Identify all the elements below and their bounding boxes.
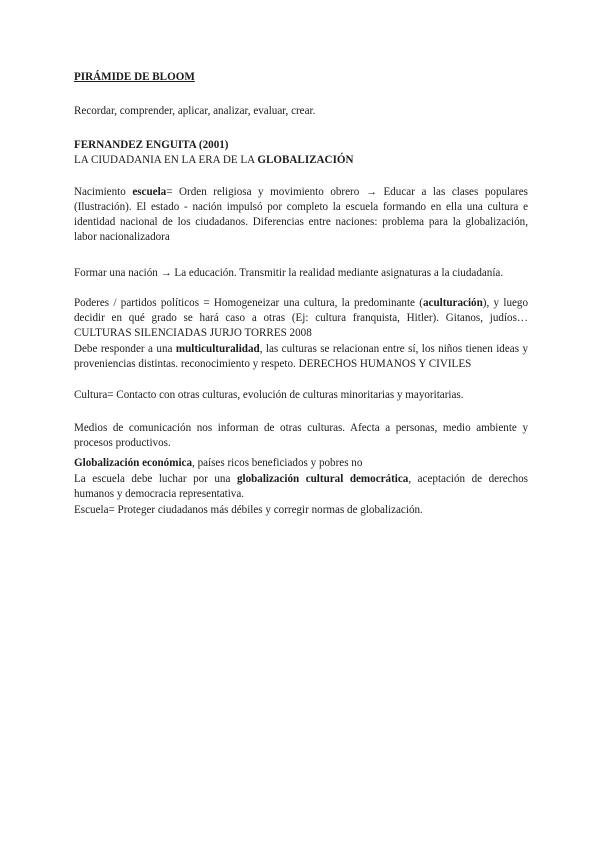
paragraph-medios: Medios de comunicación nos informan de otras culturas. Afecta a personas, medio ambiente y procesos productivos. bbox=[74, 422, 528, 449]
heading-bloom bbox=[74, 70, 528, 85]
p1-text-a: Nacimiento bbox=[74, 186, 133, 198]
p7-text-b: , países ricos beneficiados y pobres no bbox=[192, 457, 363, 469]
paragraph-multiculturalidad bbox=[74, 342, 528, 372]
paragraph-globalizacion-economica bbox=[74, 456, 528, 471]
p3-text-bold: aculturación bbox=[422, 297, 483, 309]
p4-text-a: Debe responder a una bbox=[74, 343, 176, 355]
paragraph-poderes bbox=[74, 296, 528, 341]
p1-text-bold: escuela bbox=[132, 186, 167, 198]
paragraph-escuela-proteger: Escuela= Proteger ciudadanos más débiles y corregir normas de globalización. bbox=[74, 504, 423, 516]
author-heading bbox=[74, 138, 528, 153]
bloom-levels-line: Recordar, comprender, aplicar, analizar, evaluar, crear. bbox=[74, 105, 316, 117]
paragraph-cultura: Cultura= Contacto con otras culturas, evolución de culturas minoritarias y mayoritarias. bbox=[74, 389, 464, 401]
p1-text-c: = Orden religiosa y movimiento obrero → Educar a las clases populares (Ilustración). El estado - nación impulsó por completo la escuela formando en ella una cultura e identidad nacional de los ciudadanos. Diferencias entre naciones: problema para la globalización, labor nacionalizadora bbox=[74, 186, 528, 243]
p7-text-bold: Globalización económica bbox=[74, 457, 193, 469]
p3-text-a: Poderes / partidos políticos = Homogeneizar una cultura, la predominante ( bbox=[74, 297, 423, 309]
section-subtitle-plain: LA CIUDADANIA EN LA ERA DE LA bbox=[74, 154, 258, 166]
p4-text-c: , las culturas se relacionan entre sí, los niños tienen ideas y proveniencias distintas. reconocimiento y respeto. DERECHOS HUMANOS Y CIVILES bbox=[74, 343, 528, 370]
section-subtitle bbox=[74, 153, 528, 168]
paragraph-formar-nacion: Formar una nación → La educación. Transmitir la realidad mediante asignaturas a la ciudadanía. bbox=[74, 267, 504, 279]
p8-text-a: La escuela debe luchar por una bbox=[74, 473, 237, 485]
heading-bloom-text: PIRÁMIDE DE BLOOM bbox=[74, 71, 195, 83]
section-subtitle-bold: GLOBALIZACIÓN bbox=[257, 154, 354, 166]
paragraph-escuela-luchar bbox=[74, 472, 528, 502]
author-heading-text: FERNANDEZ ENGUITA (2001) bbox=[74, 139, 229, 151]
paragraph-nacimiento-escuela bbox=[74, 185, 528, 245]
p4-text-bold: multiculturalidad bbox=[175, 343, 260, 355]
p8-text-bold: globalización cultural democrática bbox=[236, 473, 409, 485]
p3-text-c: ), y luego decidir en qué grado se hará caso a otras (Ej: cultura franquista, Hitler). Gitanos, judíos… CULTURAS SILENCIADAS JURJO TORRES 2008 bbox=[74, 297, 529, 339]
p8-text-c: , aceptación de derechos humanos y democracia representativa. bbox=[74, 473, 528, 500]
